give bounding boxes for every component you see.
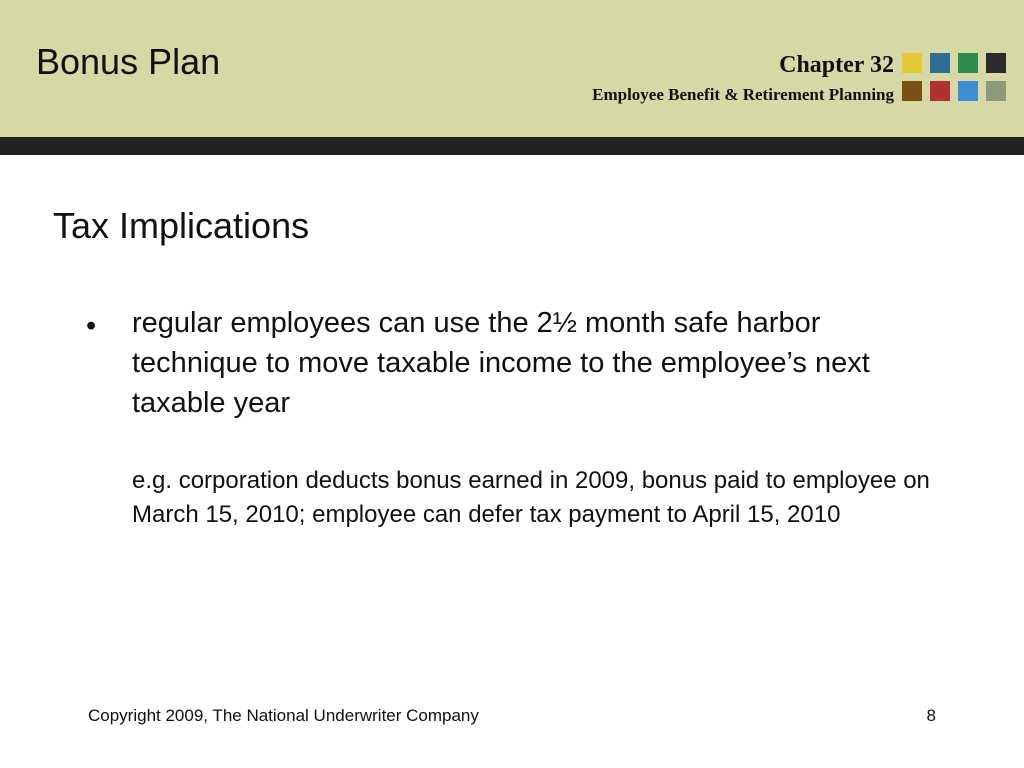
example-paragraph: e.g. corporation deducts bonus earned in 2009, bonus paid to employee on March 15, 2010; employee can defer tax payment to April 15, 2010 [132, 467, 930, 528]
chapter-subtitle: Employee Benefit & Retirement Planning [592, 85, 894, 104]
swatch-brown [902, 81, 922, 101]
header-band [0, 0, 1024, 137]
bullet-icon: • [86, 310, 97, 342]
swatch-blue [930, 53, 950, 73]
chapter-label: Chapter 32 [779, 52, 894, 78]
section-heading: Tax Implications [53, 205, 310, 246]
swatch-light-blue [958, 81, 978, 101]
swatch-yellow [902, 53, 922, 73]
header-divider-bar [0, 137, 1024, 155]
color-swatch-grid [902, 53, 1006, 103]
slide-title: Bonus Plan [36, 41, 221, 82]
footer-copyright: Copyright 2009, The National Underwriter Company [88, 706, 479, 725]
swatch-red [930, 81, 950, 101]
swatch-green [958, 53, 978, 73]
swatch-black [986, 53, 1006, 73]
page-number: 8 [926, 706, 936, 725]
swatch-gray-green [986, 81, 1006, 101]
bullet-text: regular employees can use the 2½ month safe harbor technique to move taxable income to the employee’s next taxable year [132, 307, 870, 419]
